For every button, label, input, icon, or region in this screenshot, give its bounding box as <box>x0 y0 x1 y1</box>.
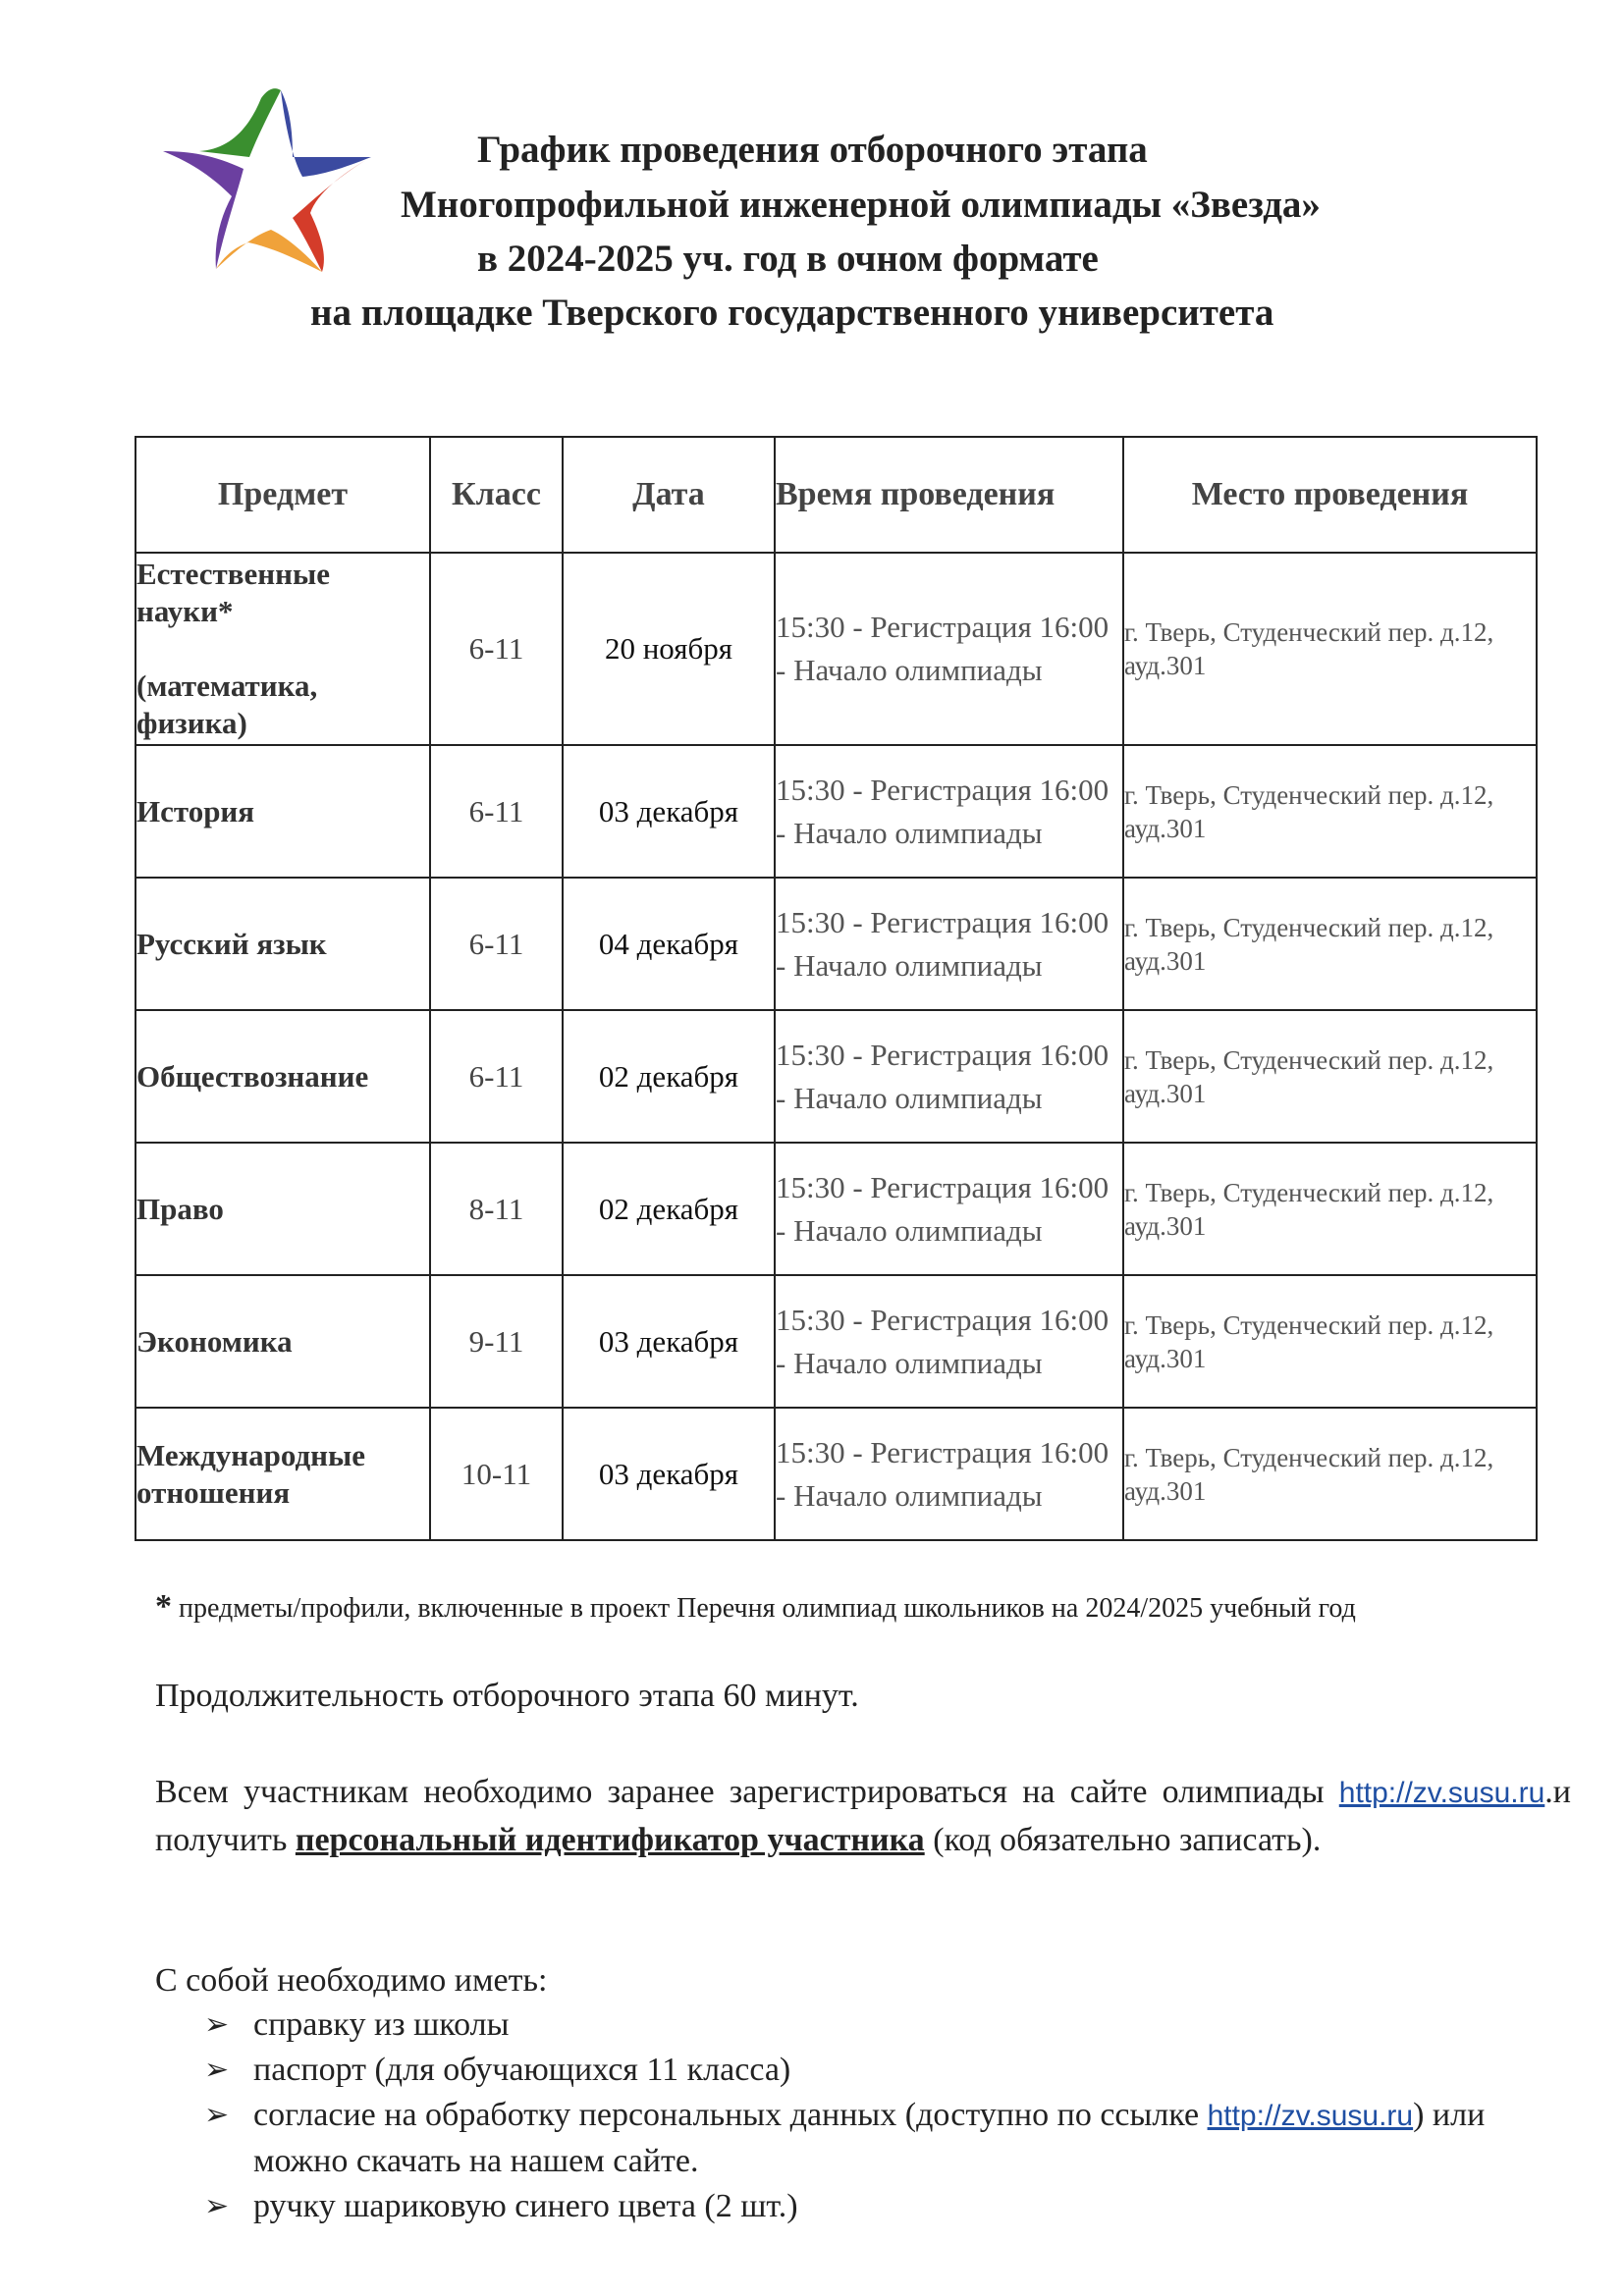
cell-subject: Русский язык <box>135 878 430 1010</box>
list-item <box>196 2048 1551 2093</box>
duration-text: Продолжительность отборочного этапа 60 минут. <box>155 1678 859 1714</box>
footnote <box>155 1588 1569 1628</box>
title-line-4: на площадке Тверского государственного университета <box>310 292 1274 334</box>
cell-subject <box>135 553 430 745</box>
cell-class: 6-11 <box>430 878 563 1010</box>
title-line-1: График проведения отборочного этапа <box>477 129 1148 171</box>
schedule-table <box>135 436 1538 1541</box>
star-green-stroke <box>199 88 281 157</box>
cell-time: 15:30 - Регистрация 16:00 - Начало олимпиады <box>775 1010 1123 1143</box>
table-header-row <box>135 437 1537 553</box>
cell-time: 15:30 - Регистрация 16:00 - Начало олимпиады <box>775 745 1123 878</box>
item-text: справку из школы <box>253 2006 510 2043</box>
arrow-bullet-icon: ➢ <box>204 2008 230 2041</box>
cell-time: 15:30 - Регистрация 16:00 - Начало олимпиады <box>775 1408 1123 1540</box>
cell-place: г. Тверь, Студенческий пер. д.12, ауд.301 <box>1123 1408 1537 1540</box>
cell-place: г. Тверь, Студенческий пер. д.12, ауд.301 <box>1123 553 1537 745</box>
olympiad-star-logo <box>155 80 381 282</box>
cell-class: 6-11 <box>430 1010 563 1143</box>
cell-date: 20 ноября <box>563 553 775 745</box>
consent-form-link[interactable]: http://zv.susu.ru <box>1207 2100 1414 2132</box>
cell-class: 10-11 <box>430 1408 563 1540</box>
cell-subject: Обществознание <box>135 1010 430 1143</box>
item-text: паспорт (для обучающихся 11 класса) <box>253 2052 791 2088</box>
arrow-bullet-icon: ➢ <box>204 2099 230 2131</box>
register-text-after: (код обязательно записать). <box>924 1822 1322 1858</box>
title-line-3: в 2024-2025 уч. год в очном формате <box>477 238 1099 280</box>
header-subject: Предмет <box>135 437 430 553</box>
list-item <box>196 2184 1551 2229</box>
footnote-text: предметы/профили, включенные в проект Перечня олимпиад школьников на 2024/2025 учебный год <box>172 1593 1356 1624</box>
cell-date: 02 декабря <box>563 1010 775 1143</box>
olympiad-site-link[interactable]: http://zv.susu.ru <box>1338 1777 1545 1809</box>
cell-time: 15:30 - Регистрация 16:00 - Начало олимпиады <box>775 553 1123 745</box>
cell-place: г. Тверь, Студенческий пер. д.12, ауд.301 <box>1123 1010 1537 1143</box>
list-item <box>196 2093 1551 2184</box>
cell-class: 9-11 <box>430 1275 563 1408</box>
star-blue-stroke <box>281 90 371 177</box>
register-text-middle: .и получить <box>155 1774 1571 1858</box>
cell-time: 15:30 - Регистрация 16:00 - Начало олимпиады <box>775 1275 1123 1408</box>
cell-place: г. Тверь, Студенческий пер. д.12, ауд.301 <box>1123 1143 1537 1275</box>
star-purple-stroke <box>163 151 244 269</box>
bring-list <box>196 2002 1551 2229</box>
cell-subject: История <box>135 745 430 878</box>
table-row <box>135 1275 1537 1408</box>
table-row <box>135 1408 1537 1540</box>
cell-date: 03 декабря <box>563 745 775 878</box>
cell-time: 15:30 - Регистрация 16:00 - Начало олимпиады <box>775 878 1123 1010</box>
cell-class: 6-11 <box>430 553 563 745</box>
bring-heading: С собой необходимо иметь: <box>155 1962 548 1999</box>
item-text-after: ) или можно скачать на нашем сайте. <box>253 2097 1486 2179</box>
table-row <box>135 745 1537 878</box>
cell-class: 8-11 <box>430 1143 563 1275</box>
arrow-bullet-icon: ➢ <box>204 2054 230 2086</box>
header-place: Место проведения <box>1123 437 1537 553</box>
header-time: Время проведения <box>775 437 1123 553</box>
list-item <box>196 2002 1551 2048</box>
cell-date: 03 декабря <box>563 1408 775 1540</box>
table-row <box>135 1010 1537 1143</box>
footnote-star: * <box>155 1588 172 1625</box>
registration-paragraph <box>155 1769 1571 1864</box>
subject-name: Естественные науки* <box>136 557 330 628</box>
cell-date: 02 декабря <box>563 1143 775 1275</box>
participant-id-emphasis: персональный идентификатор участника <box>295 1822 925 1858</box>
cell-time: 15:30 - Регистрация 16:00 - Начало олимпиады <box>775 1143 1123 1275</box>
table-row <box>135 553 1537 745</box>
cell-place: г. Тверь, Студенческий пер. д.12, ауд.301 <box>1123 1275 1537 1408</box>
header-date: Дата <box>563 437 775 553</box>
table-row <box>135 1143 1537 1275</box>
subject-note: (математика, физика) <box>136 668 318 740</box>
item-text-before: согласие на обработку персональных данных (доступно по ссылке <box>253 2097 1208 2133</box>
cell-class: 6-11 <box>430 745 563 878</box>
cell-subject: Международные отношения <box>135 1408 430 1540</box>
cell-subject: Право <box>135 1143 430 1275</box>
table-row <box>135 878 1537 1010</box>
cell-place: г. Тверь, Студенческий пер. д.12, ауд.301 <box>1123 745 1537 878</box>
cell-place: г. Тверь, Студенческий пер. д.12, ауд.301 <box>1123 878 1537 1010</box>
arrow-bullet-icon: ➢ <box>204 2190 230 2222</box>
item-text: ручку шариковую синего цвета (2 шт.) <box>253 2188 798 2224</box>
register-text-before: Всем участникам необходимо заранее зарегистрироваться на сайте олимпиады <box>155 1774 1339 1810</box>
cell-subject: Экономика <box>135 1275 430 1408</box>
cell-date: 03 декабря <box>563 1275 775 1408</box>
cell-date: 04 декабря <box>563 878 775 1010</box>
header-class: Класс <box>430 437 563 553</box>
title-line-2: Многопрофильной инженерной олимпиады «Звезда» <box>401 184 1321 226</box>
